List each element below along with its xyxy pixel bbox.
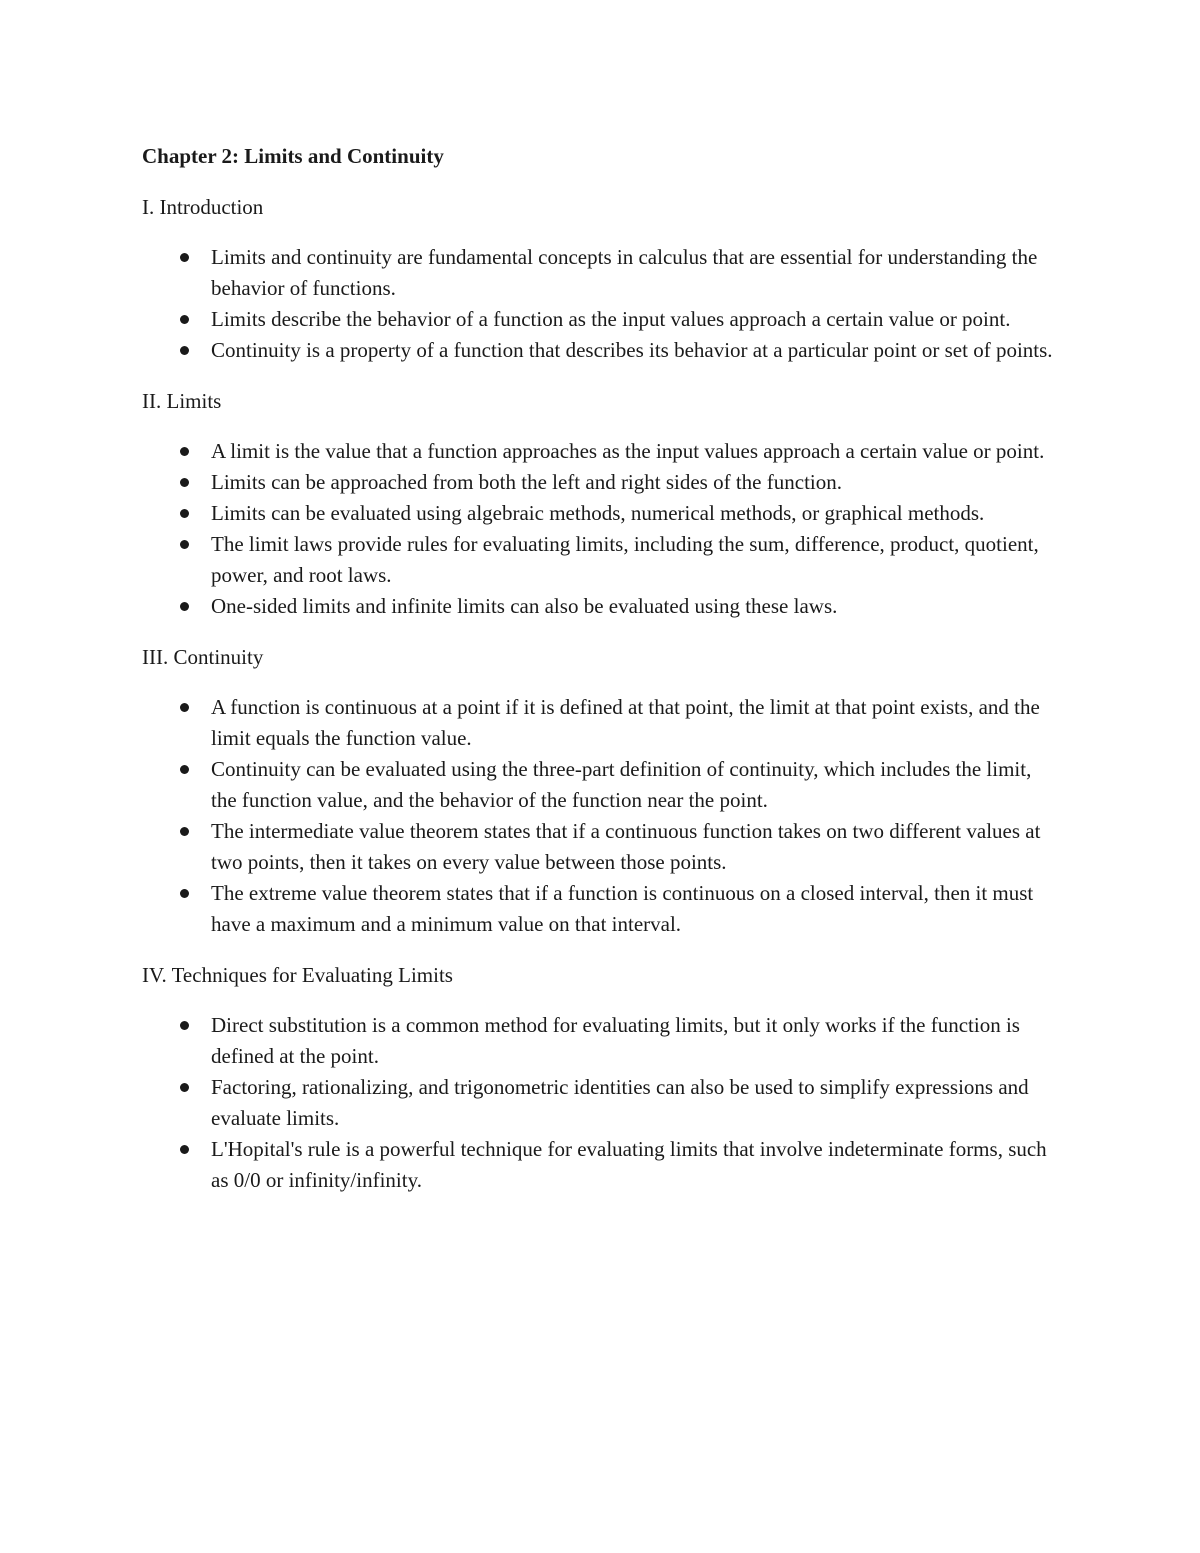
bullet-icon xyxy=(180,602,189,611)
bullet-list xyxy=(142,242,1062,366)
list-item-text: The limit laws provide rules for evaluating limits, including the sum, difference, product, quotient, power, and root laws. xyxy=(211,532,1039,587)
list-item-text: Continuity can be evaluated using the three-part definition of continuity, which includes the limit, the function value, and the behavior of the function near the point. xyxy=(211,757,1032,812)
bullet-icon xyxy=(180,447,189,456)
section-heading: III. Continuity xyxy=(142,645,264,669)
list-item-text: L'Hopital's rule is a powerful technique for evaluating limits that involve indeterminate forms, such as 0/0 or infinity/infinity. xyxy=(211,1137,1047,1192)
list-item-text: Direct substitution is a common method for evaluating limits, but it only works if the function is defined at the point. xyxy=(211,1013,1020,1068)
list-item-text: Limits can be approached from both the left and right sides of the function. xyxy=(211,470,842,494)
bullet-icon xyxy=(180,509,189,518)
list-item xyxy=(142,335,1062,366)
list-item xyxy=(142,816,1062,878)
bullet-icon xyxy=(180,540,189,549)
list-item xyxy=(142,529,1062,591)
bullet-list xyxy=(142,692,1062,940)
section-heading: IV. Techniques for Evaluating Limits xyxy=(142,963,453,987)
list-item xyxy=(142,304,1062,335)
document-title: Chapter 2: Limits and Continuity xyxy=(142,144,444,168)
list-item-text: The intermediate value theorem states that if a continuous function takes on two different values at two points, then it takes on every value between those points. xyxy=(211,819,1041,874)
list-item-text: A limit is the value that a function approaches as the input values approach a certain value or point. xyxy=(211,439,1045,463)
bullet-icon xyxy=(180,346,189,355)
bullet-icon xyxy=(180,703,189,712)
list-item-text: A function is continuous at a point if it is defined at that point, the limit at that point exists, and the limit equals the function value. xyxy=(211,695,1040,750)
list-item xyxy=(142,878,1062,940)
bullet-icon xyxy=(180,1145,189,1154)
list-item-text: Limits describe the behavior of a function as the input values approach a certain value or point. xyxy=(211,307,1011,331)
list-item xyxy=(142,1010,1062,1072)
bullet-icon xyxy=(180,765,189,774)
bullet-icon xyxy=(180,889,189,898)
list-item xyxy=(142,591,1062,622)
list-item xyxy=(142,467,1062,498)
list-item xyxy=(142,498,1062,529)
section-introduction xyxy=(142,191,1062,366)
bullet-icon xyxy=(180,827,189,836)
list-item xyxy=(142,1072,1062,1134)
section-techniques xyxy=(142,959,1062,1196)
list-item xyxy=(142,754,1062,816)
bullet-icon xyxy=(180,315,189,324)
list-item-text: Limits can be evaluated using algebraic methods, numerical methods, or graphical methods. xyxy=(211,501,985,525)
list-item xyxy=(142,1134,1062,1196)
section-heading: II. Limits xyxy=(142,389,222,413)
list-item xyxy=(142,242,1062,304)
list-item-text: Factoring, rationalizing, and trigonometric identities can also be used to simplify expressions and evaluate limits. xyxy=(211,1075,1029,1130)
list-item-text: Continuity is a property of a function that describes its behavior at a particular point or set of points. xyxy=(211,338,1053,362)
bullet-icon xyxy=(180,253,189,262)
section-limits xyxy=(142,385,1062,622)
bullet-icon xyxy=(180,478,189,487)
bullet-list xyxy=(142,1010,1062,1196)
bullet-list xyxy=(142,436,1062,622)
section-continuity xyxy=(142,641,1062,940)
section-heading: I. Introduction xyxy=(142,195,264,219)
list-item xyxy=(142,436,1062,467)
list-item-text: One-sided limits and infinite limits can also be evaluated using these laws. xyxy=(211,594,838,618)
list-item xyxy=(142,692,1062,754)
document-page xyxy=(142,140,1062,1215)
bullet-icon xyxy=(180,1021,189,1030)
list-item-text: The extreme value theorem states that if a function is continuous on a closed interval, then it must have a maximum and a minimum value on that interval. xyxy=(211,881,1034,936)
list-item-text: Limits and continuity are fundamental concepts in calculus that are essential for understanding the behavior of functions. xyxy=(211,245,1038,300)
bullet-icon xyxy=(180,1083,189,1092)
